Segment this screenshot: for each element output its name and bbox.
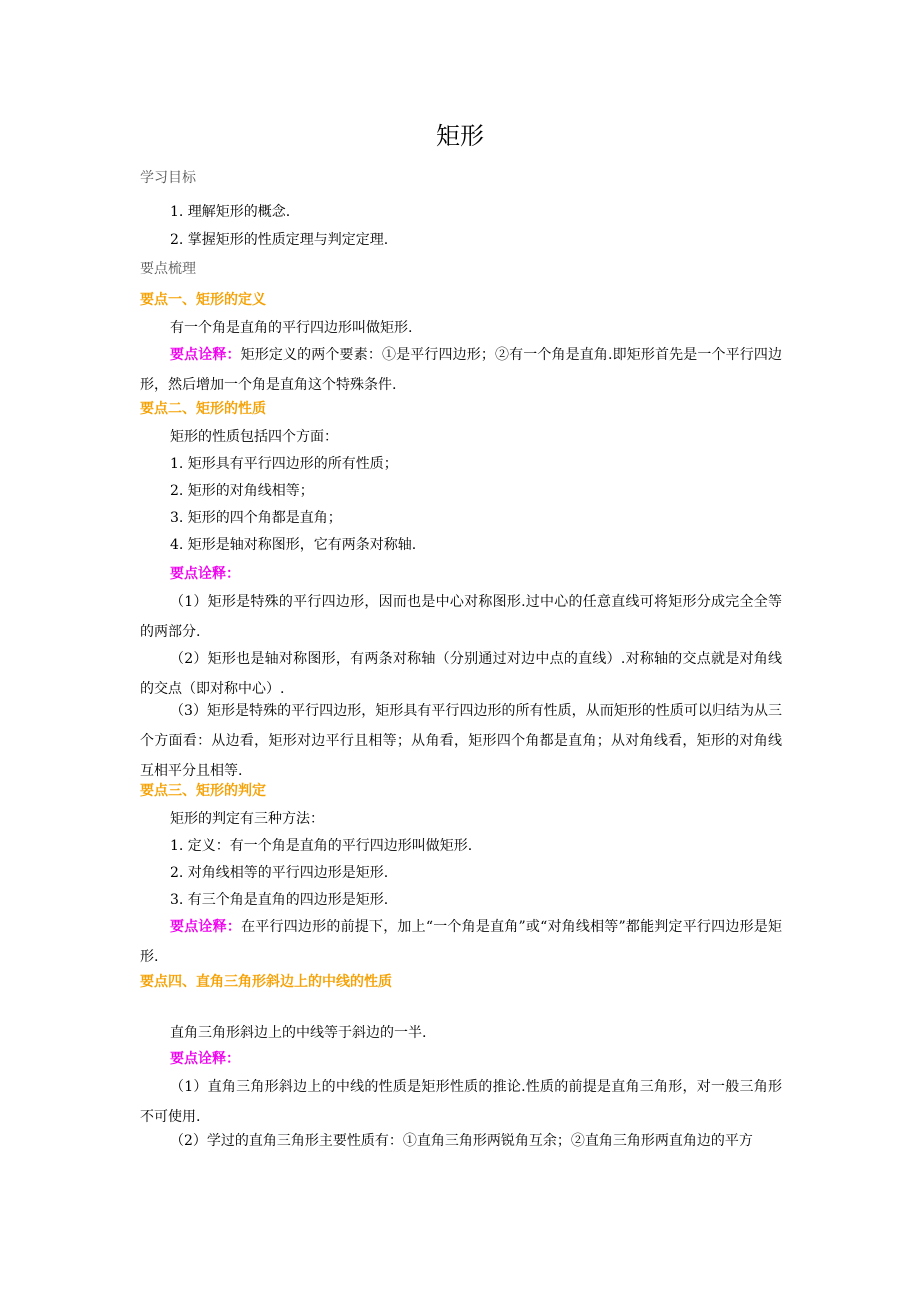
point-3-intro: 矩形的判定有三种方法： [170,811,324,827]
point-3-note [140,912,782,972]
point-2-item-3: 3. 矩形的四个角都是直角； [170,510,342,526]
point-4-intro: 直角三角形斜边上的中线等于斜边的一半. [170,1025,427,1041]
point-4-note-1: （1）直角三角形斜边上的中线的性质是矩形性质的推论.性质的前提是直角三角形，对一般三角形不可使用. [140,1079,782,1125]
objective-item-1: 1. 理解矩形的概念. [170,204,291,220]
point-2-note-3: （3）矩形是特殊的平行四边形，矩形具有平行四边形的所有性质，从而矩形的性质可以归结为从三个方面看：从边看，矩形对边平行且相等；从角看，矩形四个角都是直角；从对角线看，矩形的对角线互相平分且相等. [140,703,782,779]
point-3-heading: 要点三、矩形的判定 [140,783,266,799]
point-2-note-label: 要点诠释： [170,566,240,582]
point-2-item-2: 2. 矩形的对角线相等； [170,483,314,499]
note-label: 要点诠释： [170,919,242,935]
point-2-note-1: （1）矩形是特殊的平行四边形，因而也是中心对称图形.过中心的任意直线可将矩形分成完全全等的两部分. [140,594,782,640]
objective-item-2: 2. 掌握矩形的性质定理与判定定理. [170,232,389,248]
point-2-heading: 要点二、矩形的性质 [140,401,266,417]
page-title: 矩形 [436,122,484,150]
point-1-heading: 要点一、矩形的定义 [140,292,266,308]
point-3-note-text: 在平行四边形的前提下，加上“一个角是直角”或“对角线相等”都能判定平行四边形是矩形. [140,919,783,965]
point-1-note [140,340,782,400]
point-4-note-2: （2）学过的直角三角形主要性质有：①直角三角形两锐角互余；②直角三角形两直角边的平方 [170,1133,753,1149]
point-4-note-label: 要点诠释： [170,1051,240,1067]
point-3-item-2: 2. 对角线相等的平行四边形是矩形. [170,865,389,881]
note-label: 要点诠释： [170,347,241,363]
point-3-item-3: 3. 有三个角是直角的四边形是矩形. [170,892,389,908]
point-2-intro: 矩形的性质包括四个方面： [170,429,338,445]
point-1-note-text: 矩形定义的两个要素：①是平行四边形；②有一个角是直角.即矩形首先是一个平行四边形，然后增加一个角是直角这个特殊条件. [140,347,783,393]
point-4-heading: 要点四、直角三角形斜边上的中线的性质 [140,974,392,990]
point-2-note-2: （2）矩形也是轴对称图形，有两条对称轴（分别通过对边中点的直线）.对称轴的交点就是对角线的交点（即对称中心）. [140,651,782,697]
point-1-intro: 有一个角是直角的平行四边形叫做矩形. [170,320,413,336]
point-2-item-1: 1. 矩形具有平行四边形的所有性质； [170,456,398,472]
point-2-item-4: 4. 矩形是轴对称图形，它有两条对称轴. [170,537,417,553]
summary-heading: 要点梳理 [140,261,196,277]
objectives-heading: 学习目标 [140,170,196,186]
point-3-item-1: 1. 定义：有一个角是直角的平行四边形叫做矩形. [170,838,473,854]
